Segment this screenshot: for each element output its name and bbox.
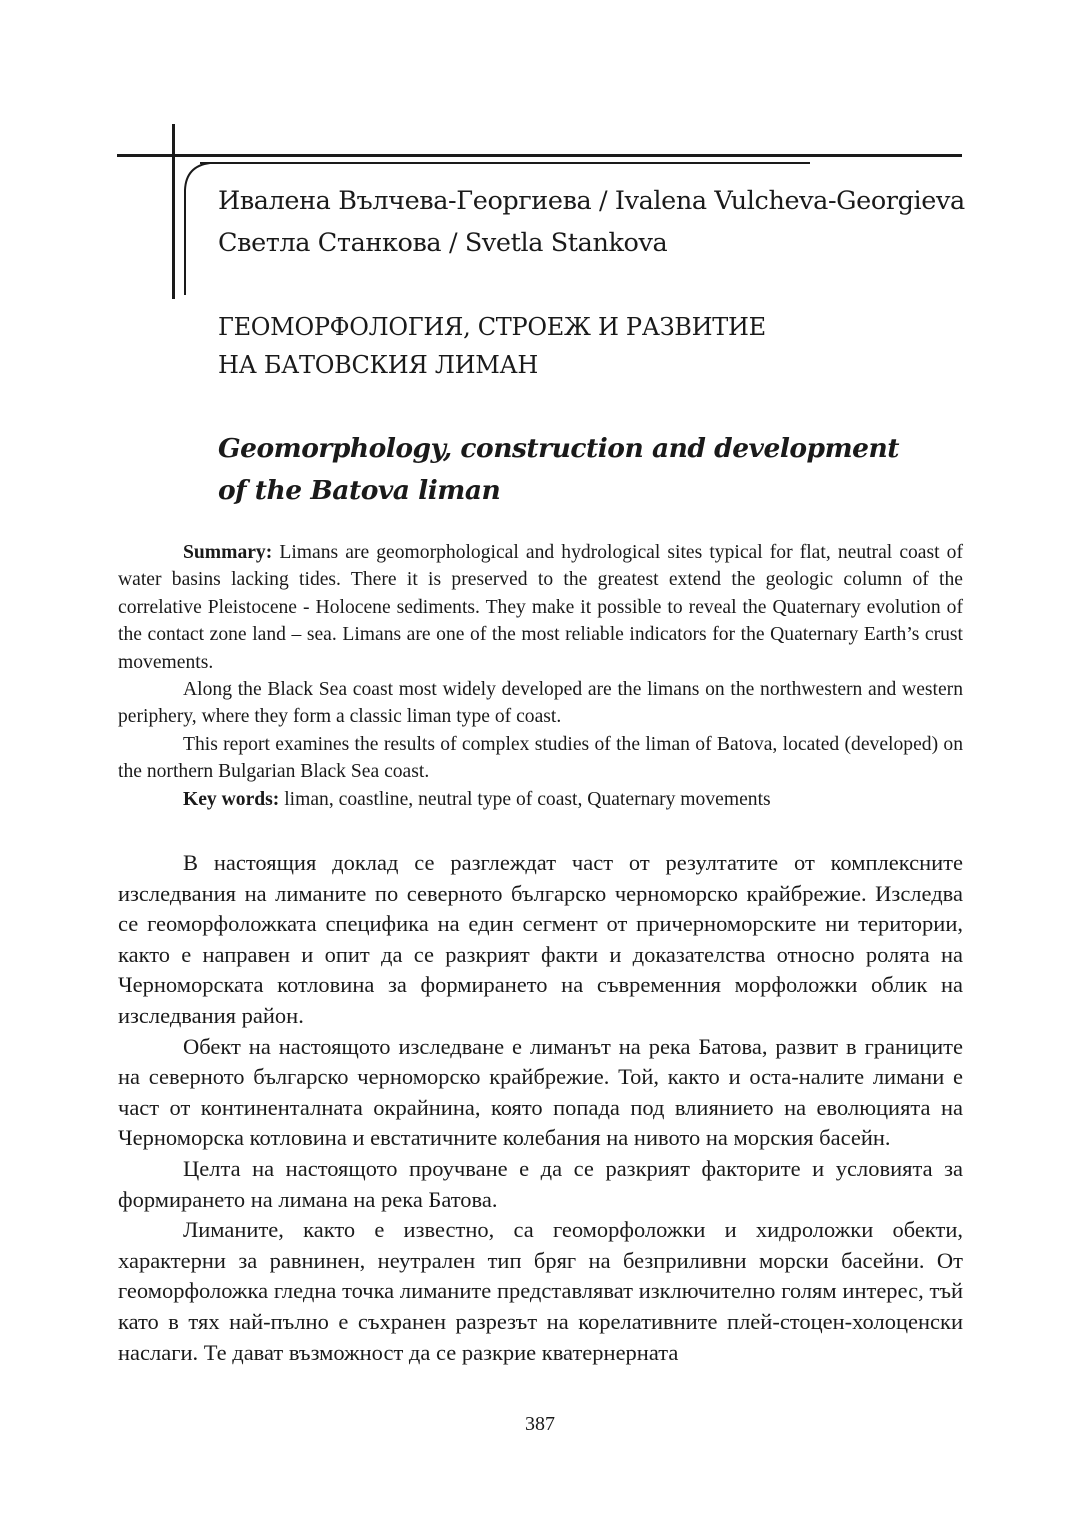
summary-block [118, 539, 963, 813]
main-body [118, 848, 963, 1368]
page-number: 387 [525, 1413, 555, 1435]
body-paragraph-3: Целта на настоящото проучване е да се разкрият факторите и условията за формирането на лимана на река Батова. [118, 1155, 963, 1212]
title-en-line-1: Geomorphology, construction and development [218, 433, 899, 464]
keywords-paragraph [118, 786, 963, 813]
body-paragraph-1: В настоящия доклад се разглеждат част от резултатите от комплексните изследвания на лиманите по северното българско черноморско крайбрежие. Изследва се геоморфоложката специфика на един сегмент от причерноморските ни територии, както е направен и опит да се разкрият факти и доказателства относно ролята на Черноморската котловина за формирането на съвременния морфоложки облик на изследвания район. [118, 850, 963, 1028]
title-bg-line-2: НА БАТОВСКИЯ ЛИМАН [218, 351, 538, 379]
title-en-line-2: of the Batova liman [218, 475, 501, 506]
authors [218, 180, 978, 264]
title-bg-line-1: ГЕОМОРФОЛОГИЯ, СТРОЕЖ И РАЗВИТИЕ [218, 313, 766, 341]
summary-paragraph [118, 539, 963, 676]
decorative-curve [180, 160, 220, 300]
decorative-vertical-rule [172, 124, 175, 299]
summary-paragraph-2: Along the Black Sea coast most widely developed are the limans on the northwestern and western periphery, where they form a classic liman type of coast. [118, 679, 963, 728]
keywords-text: liman, coastline, neutral type of coast, Quaternary movements [279, 788, 771, 810]
author-1: Ивалена Вълчева-Георгиева / Ivalena Vulcheva-Georgieva [218, 186, 965, 216]
decorative-inner-rule [200, 162, 810, 164]
summary-label: Summary: [183, 542, 273, 563]
body-paragraph-2: Обект на настоящото изследване е лиманът на река Батова, развит в границите на северното българско черноморско крайбрежие. Той, както и оста-налите лимани е част от континенталната окрайнина, която попада под влиянието на еволюцията на Черноморска котловина и евстатичните колебания на нивото на морския басейн. [118, 1033, 963, 1151]
author-2: Светла Станкова / Svetla Stankova [218, 228, 668, 258]
body-paragraph-4: Лиманите, както е известно, са геоморфоложки и хидроложки обекти, характерни за равнинен, неутрален тип бряг на безприливни морски басейни. От геоморфоложка гледна точка лиманите представляват изключително голям интерес, тъй като в тях най-пълно е съхранен разрезът на корелативните плей-стоцен-холоценски наслаги. Те дават възможност да се разкрие кватернерната [118, 1217, 963, 1365]
decorative-horizontal-rule [117, 154, 962, 157]
title-bulgarian [218, 308, 978, 384]
keywords-label: Key words: [183, 788, 280, 810]
title-english [218, 428, 978, 512]
summary-text: Limans are geomorphological and hydrological sites typical for flat, neutral coast of water basins lacking tides. There it is preserved to the greatest extend the geologic column of the correlative Pleistocene - Holocene sediments. They make it possible to reveal the Quaternary evolution of the contact zone land – sea. Limans are one of the most reliable indicators for the Quaternary Earth’s crust movements. [118, 542, 963, 673]
summary-paragraph-3: This report examines the results of complex studies of the liman of Batova, located (developed) on the northern Bulgarian Black Sea coast. [118, 733, 963, 783]
